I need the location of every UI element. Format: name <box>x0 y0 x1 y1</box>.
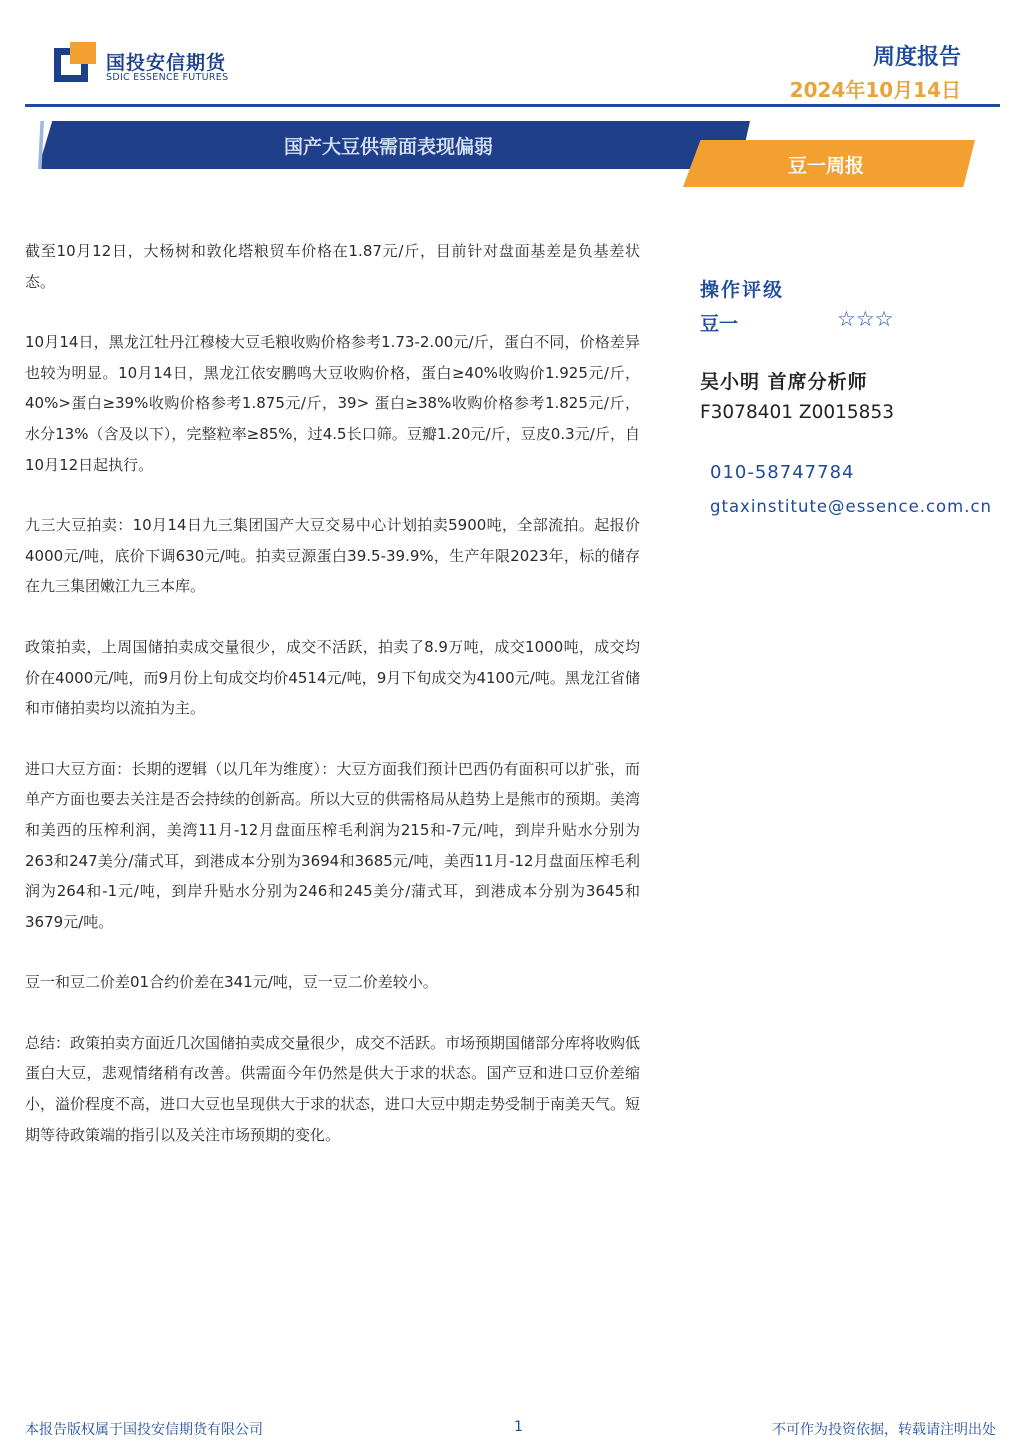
logo-text-cn: 国投安信期货 <box>106 52 227 74</box>
report-date: 2024年10月14日 <box>789 78 961 102</box>
report-title: 国产大豆供需面表现偏弱 <box>284 136 494 158</box>
report-body <box>25 236 640 1180</box>
paragraph-jiusan-auction: 九三大豆拍卖：10月14日九三集团国产大豆交易中心计划拍卖5900吨，全部流拍。起报价4000元/吨，底价下调630元/吨。拍卖豆源蛋白39.5-39.9%，生产年限2023年，标的储存在九三集团嫩江九三本库。 <box>25 516 640 596</box>
page-number: 1 <box>514 1419 523 1435</box>
paragraph-spot-price: 截至10月12日，大杨树和敦化塔粮贸车价格在1.87元/斤，目前针对盘面基差是负基差状态。 <box>25 242 640 291</box>
report-type: 周度报告 <box>872 45 961 70</box>
paragraph-imported-soybean: 进口大豆方面：长期的逻辑（以几年为维度）：大豆方面我们预计巴西仍有面积可以扩张，而单产方面也要去关注是否会持续的创新高。所以大豆的供需格局从趋势上是熊市的预期。美湾和美西的压榨利润，美湾11月-12月盘面压榨毛利润为215和-7元/吨，到岸升贴水分别为263和247美分/蒲式耳，到港成本分别为3694和3685元/吨，美西11月-12月盘面压榨毛利润为264和-1元/吨，到岸升贴水分别为246和245美分/蒲式耳，到港成本分别为3645和3679元/吨。 <box>25 759 641 931</box>
logo-mark-icon <box>54 42 96 84</box>
company-logo <box>54 42 254 88</box>
analyst-license-ids: F3078401 Z0015853 <box>700 402 894 423</box>
footer-disclaimer: 不可作为投资依据，转载请注明出处 <box>772 1422 996 1438</box>
footer-copyright: 本报告版权属于国投安信期货有限公司 <box>25 1422 263 1438</box>
rating-stars-icon: ☆☆☆ <box>837 307 894 331</box>
paragraph-spread: 豆一和豆二价差01合约价差在341元/吨，豆一豆二价差较小。 <box>25 973 438 992</box>
logo-text-en: SDIC ESSENCE FUTURES <box>106 72 229 83</box>
rating-item: 豆一 <box>700 313 739 335</box>
paragraph-purchase-price: 10月14日，黑龙江牡丹江穆棱大豆毛粮收购价格参考1.73-2.00元/斤，蛋白不同，价格差异也较为明显。10月14日，黑龙江依安鹏鸣大豆收购价格，蛋白≥40%收购价1.925元/斤，40%>蛋白≥39%收购价格参考1.875元/斤，39> 蛋白≥38%收购价格参考1.825元/斤，水分13%（含及以下），完整粒率≥85%，过4.5长口筛。豆瓣1.20元/斤，豆皮0.3元/斤，自10月12日起执行。 <box>25 333 640 474</box>
rating-title: 操作评级 <box>700 279 785 301</box>
paragraph-summary: 总结：政策拍卖方面近几次国储拍卖成交量很少，成交不活跃。市场预期国储部分库将收购低蛋白大豆，悲观情绪稍有改善。供需面今年仍然是供大于求的状态。国产豆和进口豆价差缩小，溢价程度不高，进口大豆也呈现供大于求的状态，进口大豆中期走势受制于南美天气。短期等待政策端的指引以及关注市场预期的变化。 <box>25 1033 641 1144</box>
header-divider <box>25 104 1000 107</box>
paragraph-policy-auction: 政策拍卖，上周国储拍卖成交量很少，成交不活跃，拍卖了8.9万吨，成交1000吨，成交均价在4000元/吨，而9月份上旬成交均价4514元/吨，9月下旬成交为4100元/吨。黑龙江省储和市储拍卖均以流拍为主。 <box>25 637 640 718</box>
analyst-name: 吴小明 首席分析师 <box>700 371 868 393</box>
contact-email[interactable]: gtaxinstitute@essence.com.cn <box>710 497 992 516</box>
category-tag: 豆一周报 <box>788 155 865 177</box>
contact-phone: 010-58747784 <box>710 462 855 483</box>
